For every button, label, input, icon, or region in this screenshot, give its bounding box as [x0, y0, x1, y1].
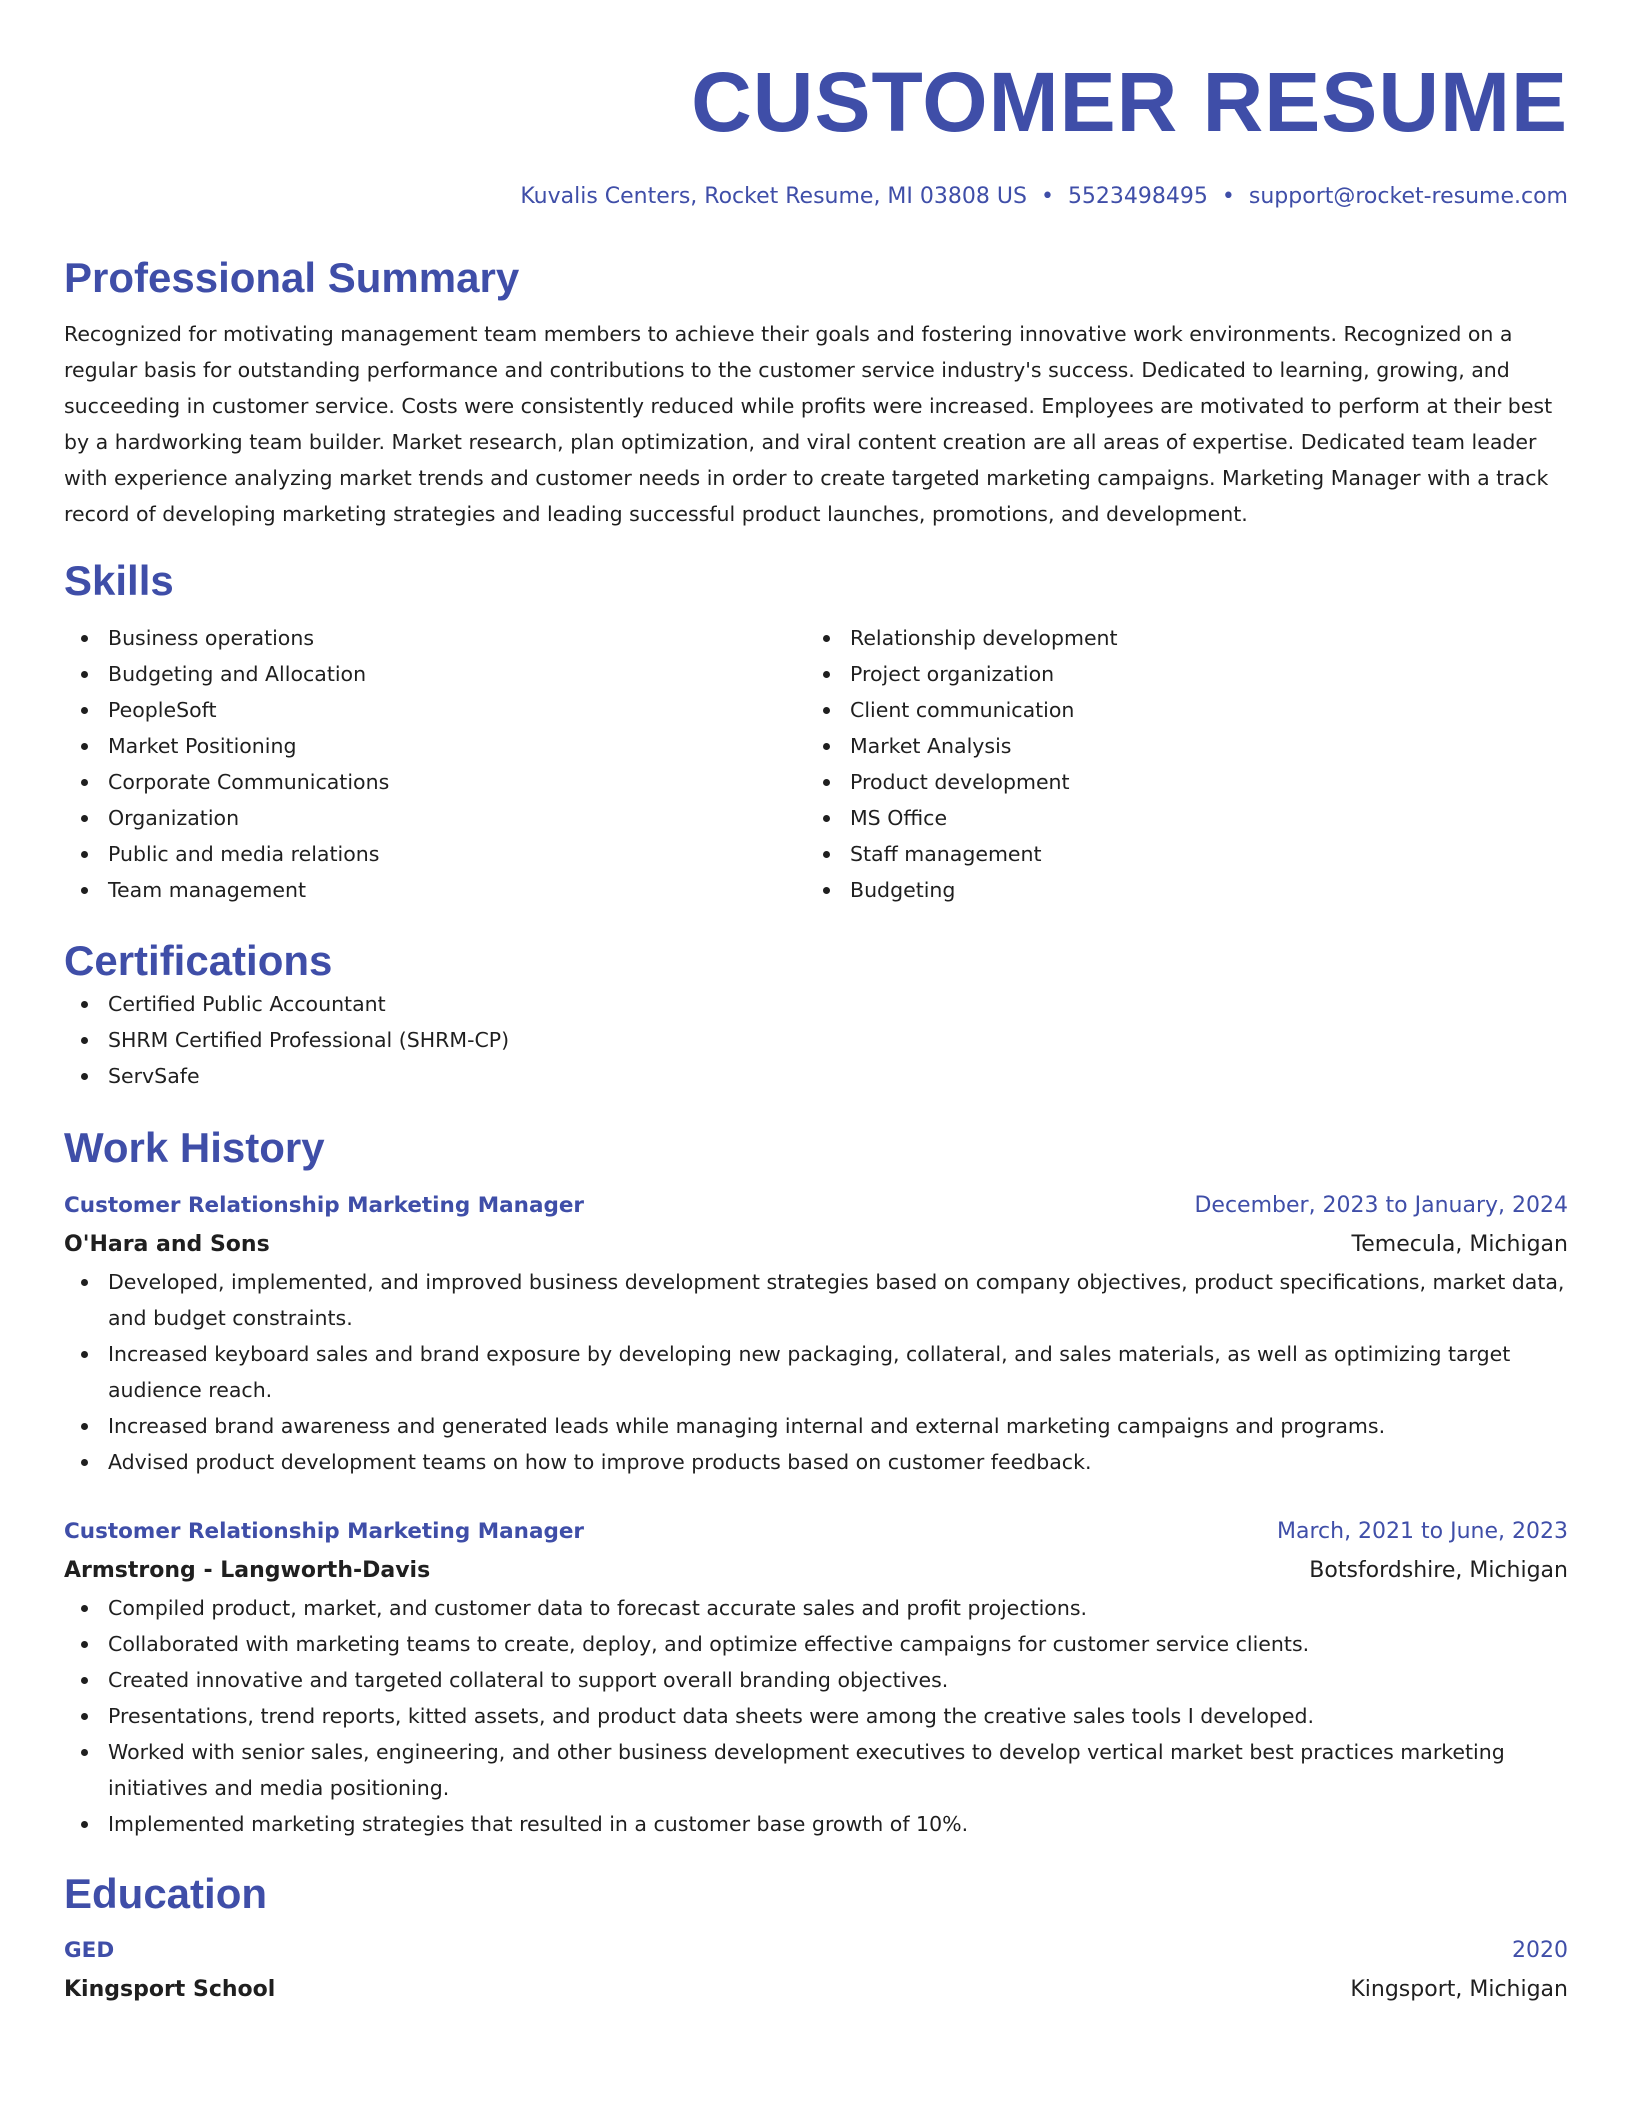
job-entry: [64, 1186, 1568, 1480]
certification-item: ServSafe: [64, 1058, 1568, 1094]
job-bullet: Collaborated with marketing teams to create, deploy, and optimize effective campaigns for customer service clients.: [64, 1626, 1568, 1662]
skill-item: MS Office: [806, 800, 1548, 836]
skills-grid: [64, 620, 1568, 908]
certification-item: Certified Public Accountant: [64, 986, 1568, 1022]
skill-item: Team management: [64, 872, 806, 908]
education-header: [64, 1931, 1568, 1971]
job-company: Armstrong - Langworth-Davis: [64, 1558, 431, 1583]
job-bullet: Implemented marketing strategies that resulted in a customer base growth of 10%.: [64, 1806, 1568, 1842]
skill-item: Staff management: [806, 836, 1548, 872]
summary-section: [64, 253, 1568, 532]
skill-item: Product development: [806, 764, 1548, 800]
section-title-certifications: Certifications: [64, 937, 333, 984]
skill-item: Organization: [64, 800, 806, 836]
skill-item: Market Positioning: [64, 728, 806, 764]
job-entry: [64, 1512, 1568, 1842]
skills-list-right: [806, 620, 1548, 908]
skill-item: Budgeting: [806, 872, 1548, 908]
work-history-section: [64, 1123, 1568, 1842]
skill-item: Budgeting and Allocation: [64, 656, 806, 692]
job-company: O'Hara and Sons: [64, 1232, 270, 1257]
skill-item: Project organization: [806, 656, 1548, 692]
job-header: [64, 1512, 1568, 1552]
certifications-list: [64, 986, 1568, 1094]
job-dates: March, 2021 to June, 2023: [1277, 1519, 1568, 1544]
section-title-skills: Skills: [64, 557, 174, 604]
section-title-summary: Professional Summary: [64, 254, 520, 301]
job-bullet: Worked with senior sales, engineering, and other business development executives to develop vertical market best practices marketing initiatives and media positioning.: [64, 1734, 1568, 1806]
resume-title: CUSTOMER RESUME: [691, 55, 1568, 149]
section-title-work-history: Work History: [64, 1124, 325, 1171]
skills-section: [64, 556, 1568, 908]
education-school: Kingsport School: [64, 1977, 276, 2002]
job-bullet: Compiled product, market, and customer data to forecast accurate sales and profit projections.: [64, 1590, 1568, 1626]
job-subheader: [64, 1226, 1568, 1264]
section-title-education: Education: [64, 1870, 268, 1917]
certification-item: SHRM Certified Professional (SHRM-CP): [64, 1022, 1568, 1058]
resume-header: [64, 52, 1568, 212]
skill-item: Business operations: [64, 620, 806, 656]
job-subheader: [64, 1552, 1568, 1590]
skill-item: PeopleSoft: [64, 692, 806, 728]
job-location: Botsfordshire, Michigan: [1309, 1558, 1568, 1583]
skill-item: Client communication: [806, 692, 1548, 728]
job-bullet: Advised product development teams on how to improve products based on customer feedback.: [64, 1444, 1568, 1480]
job-header: [64, 1186, 1568, 1226]
job-bullet: Increased brand awareness and generated leads while managing internal and external marketing campaigns and programs.: [64, 1408, 1568, 1444]
job-dates: December, 2023 to January, 2024: [1194, 1193, 1568, 1218]
skills-column-left: [64, 620, 806, 908]
job-bullet: Created innovative and targeted collateral to support overall branding objectives.: [64, 1662, 1568, 1698]
education-entry: [64, 1931, 1568, 2009]
education-location: Kingsport, Michigan: [1350, 1977, 1568, 2002]
skills-column-right: [806, 620, 1548, 908]
summary-text: Recognized for motivating management team members to achieve their goals and fostering innovative work environments. Recognized on a regular basis for outstanding performance and contributions to the customer service industry's success. Dedicated to learning, growing, and succeeding in customer service. Costs were consistently reduced while profits were increased. Employees are motivated to perform at their best by a hardworking team builder. Market research, plan optimization, and viral content creation are all areas of expertise. Dedicated team leader with experience analyzing market trends and customer needs in order to create targeted marketing campaigns. Marketing Manager with a track record of developing marketing strategies and leading successful product launches, promotions, and development.: [64, 322, 1553, 526]
contact-separator: •: [1221, 184, 1235, 209]
job-role: Customer Relationship Marketing Manager: [64, 1193, 585, 1218]
certifications-section: [64, 936, 1568, 1094]
contact-email: support@rocket-resume.com: [1248, 184, 1568, 209]
education-degree: GED: [64, 1938, 115, 1963]
skill-item: Relationship development: [806, 620, 1548, 656]
job-bullets: [64, 1590, 1568, 1842]
skill-item: Corporate Communications: [64, 764, 806, 800]
education-year: 2020: [1512, 1938, 1568, 1963]
education-section: [64, 1869, 1568, 2009]
contact-address: Kuvalis Centers, Rocket Resume, MI 03808 US: [520, 184, 1027, 209]
job-bullet: Increased keyboard sales and brand exposure by developing new packaging, collateral, and sales materials, as well as optimizing target audience reach.: [64, 1336, 1568, 1408]
skills-list-left: [64, 620, 806, 908]
job-location: Temecula, Michigan: [1351, 1232, 1568, 1257]
job-bullet: Presentations, trend reports, kitted assets, and product data sheets were among the creative sales tools I developed.: [64, 1698, 1568, 1734]
education-subheader: [64, 1971, 1568, 2009]
skill-item: Public and media relations: [64, 836, 806, 872]
contact-separator: •: [1040, 184, 1054, 209]
skill-item: Market Analysis: [806, 728, 1548, 764]
job-bullet: Developed, implemented, and improved business development strategies based on company objectives, product specifications, market data, and budget constraints.: [64, 1264, 1568, 1336]
job-bullets: [64, 1264, 1568, 1480]
contact-line: [64, 182, 1568, 212]
contact-phone: 5523498495: [1067, 184, 1208, 209]
job-role: Customer Relationship Marketing Manager: [64, 1519, 585, 1544]
